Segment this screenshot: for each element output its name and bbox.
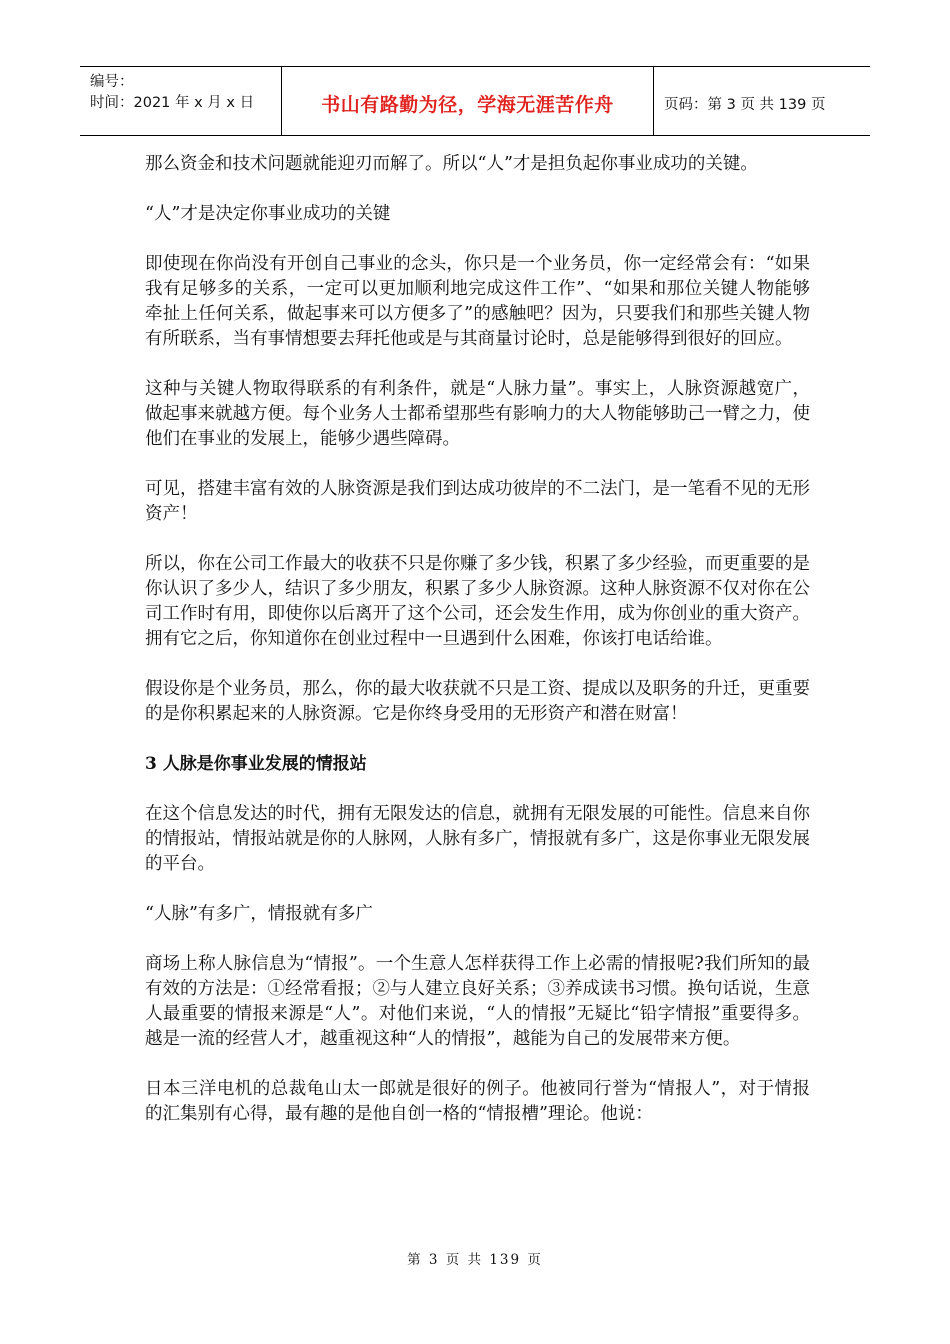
subheading-paragraph: “人”才是决定你事业成功的关键 xyxy=(145,204,391,224)
header-motto: 书山有路勤为径，学海无涯苦作舟 xyxy=(321,93,614,116)
paragraph: 可见，搭建丰富有效的人脉资源是我们到达成功彼岸的不二法门，是一笔看不见的无形资产！ xyxy=(145,479,810,524)
paragraph: 商场上称人脉信息为“情报”。一个生意人怎样获得工作上必需的情报呢?我们所知的最有效的方法是：①经常看报；②与人建立良好关系；③养成读书习惯。换句话说，生意人最重要的情报来源是“人”。对他们来说，“人的情报”无疑比“铅字情报”重要得多。越是一流的经营人才，越重视这种“人的情报”，越能为自己的发展带来方便。 xyxy=(145,954,810,1049)
paragraph: 日本三洋电机的总裁龟山太一郎就是很好的例子。他被同行誉为“情报人”，对于情报的汇集别有心得，最有趣的是他自创一格的“情报槽”理论。他说： xyxy=(145,1079,810,1124)
page-footer: 第 3 页 共 139 页 xyxy=(407,1252,543,1268)
paragraph: 这种与关键人物取得联系的有利条件，就是“人脉力量”。事实上，人脉资源越宽广，做起事来就越方便。每个业务人士都希望那些有影响力的大人物能够助己一臂之力，使他们在事业的发展上，能够少遇些障碍。 xyxy=(145,379,810,449)
header-motto-cell xyxy=(282,67,654,135)
paragraph: 在这个信息发达的时代，拥有无限发达的信息，就拥有无限发展的可能性。信息来自你的情报站，情报站就是你的人脉网，人脉有多广，情报就有多广，这是你事业无限发展的平台。 xyxy=(145,804,810,874)
subheading-paragraph: “人脉”有多广，情报就有多广 xyxy=(145,904,373,924)
paragraph: 即使现在你尚没有开创自己事业的念头，你只是一个业务员，你一定经常会有：“如果我有足够多的关系，一定可以更加顺利地完成这件工作”、“如果和那位关键人物能够牵扯上任何关系，做起事来可以方便多了”的感触吧？因为，只要我们和那些关键人物有所联系，当有事情想要去拜托他或是与其商量讨论时，总是能够得到很好的回应。 xyxy=(145,254,810,349)
paragraph: 假设你是个业务员，那么，你的最大收获就不只是工资、提成以及职务的升迁，更重要的是你积累起来的人脉资源。它是你终身受用的无形资产和潜在财富！ xyxy=(145,679,810,724)
document-body xyxy=(145,152,810,1152)
paragraph: 所以，你在公司工作最大的收获不只是你赚了多少钱，积累了多少经验，而更重要的是你认识了多少人，结识了多少朋友，积累了多少人脉资源。这种人脉资源不仅对你在公司工作时有用，即使你以后离开了这个公司，还会发生作用，成为你创业的重大资产。拥有它之后，你知道你在创业过程中一旦遇到什么困难，你该打电话给谁。 xyxy=(145,554,810,649)
header-page-cell xyxy=(654,67,870,135)
section-heading: 3 人脉是你事业发展的情报站 xyxy=(145,754,367,774)
header-page-info: 页码：第 3 页 共 139 页 xyxy=(664,96,826,113)
doc-number-label: 编号： xyxy=(90,74,134,90)
page-header xyxy=(80,66,870,136)
paragraph: 那么资金和技术问题就能迎刃而解了。所以“人”才是担负起你事业成功的关键。 xyxy=(145,154,758,174)
header-meta-cell xyxy=(80,67,282,135)
time-line: 时间：2021 年 x 月 x 日 xyxy=(90,95,255,111)
